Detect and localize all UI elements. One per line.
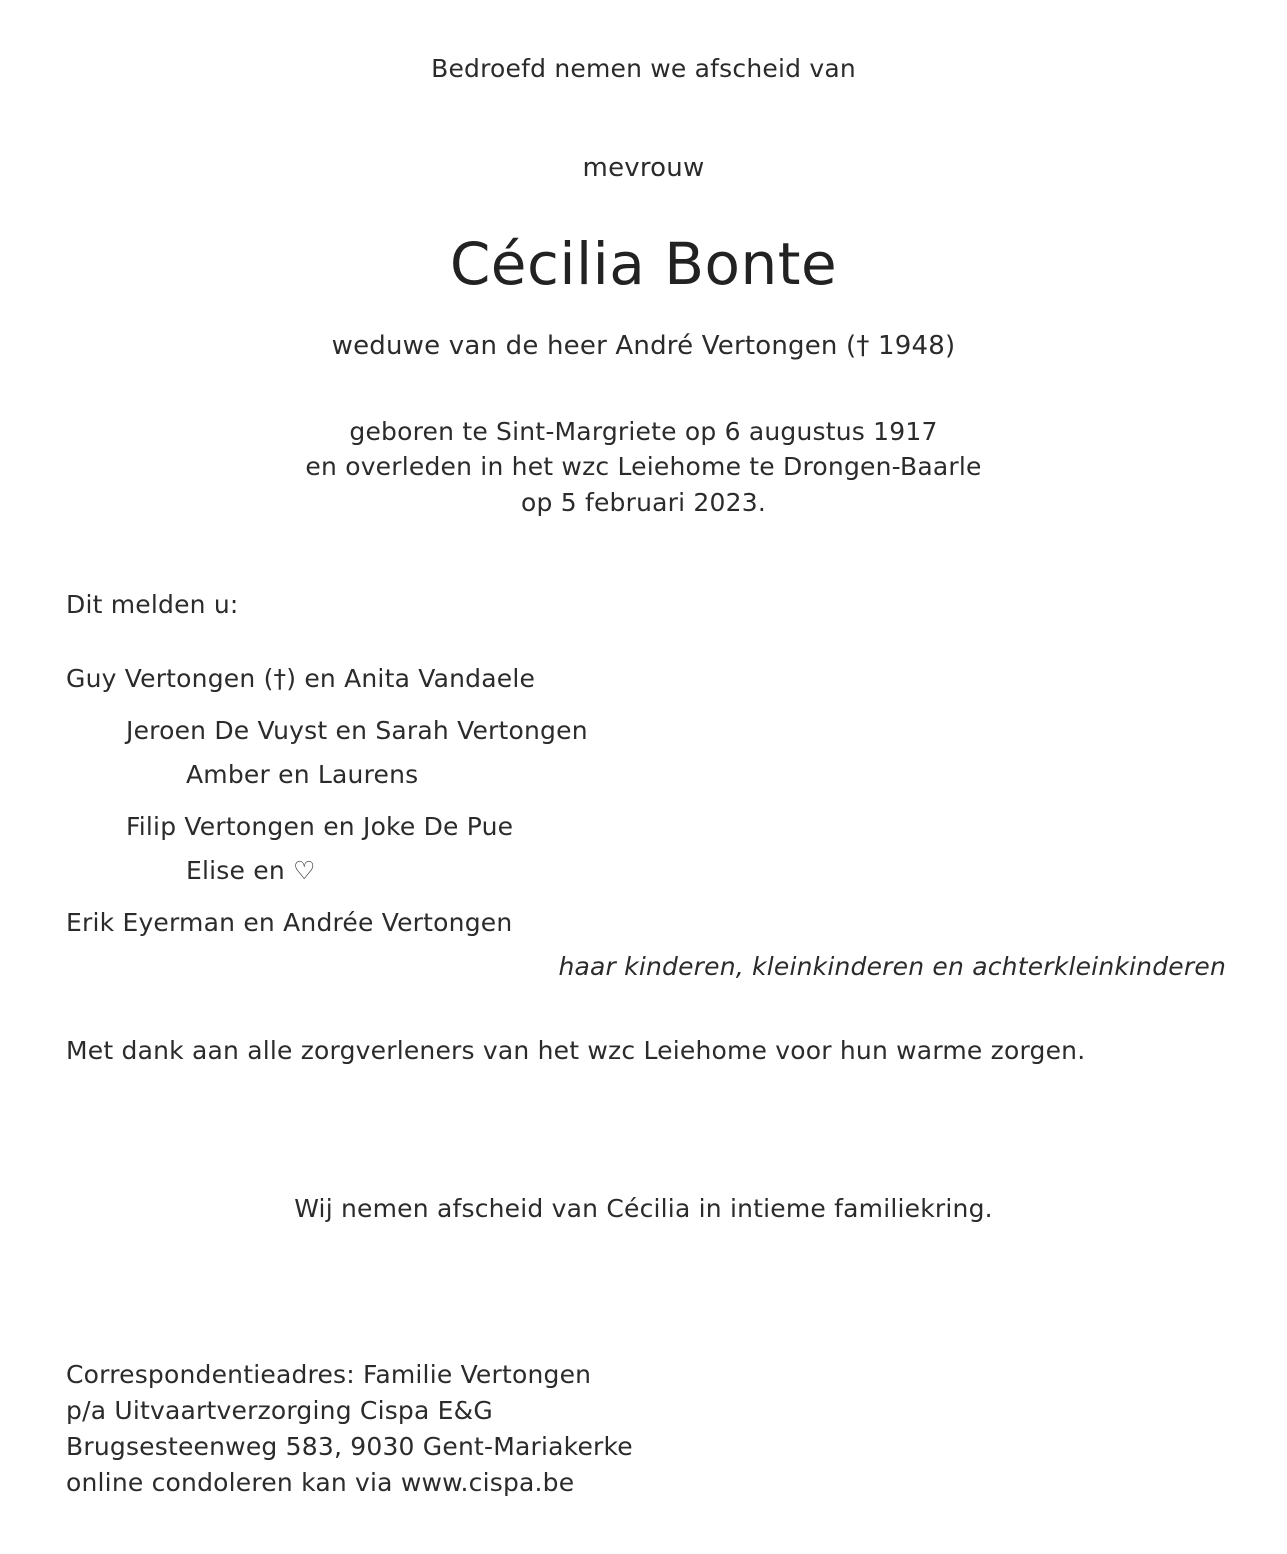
- family-member: Amber en Laurens: [186, 760, 419, 789]
- correspondence-care: p/a Uitvaartverzorging Cispa E&G: [66, 1396, 493, 1425]
- family-member: Erik Eyerman en Andrée Vertongen: [66, 908, 513, 937]
- correspondence-street: Brugsesteenweg 583, 9030 Gent-Mariakerke: [66, 1432, 633, 1461]
- birth-line: geboren te Sint-Margriete op 6 augustus 1917: [349, 417, 938, 446]
- death-date-line: op 5 februari 2023.: [521, 488, 766, 517]
- family-member: Filip Vertongen en Joke De Pue: [126, 812, 514, 841]
- thanks-line: Met dank aan alle zorgverleners van het wzc Leiehome voor hun warme zorgen.: [66, 1036, 1086, 1065]
- deceased-name: Cécilia Bonte: [449, 230, 838, 298]
- announce-label: Dit melden u:: [66, 590, 239, 619]
- family-member: Elise en ♡: [186, 856, 316, 885]
- correspondence-address: Correspondentieadres: Familie Vertongen: [66, 1360, 592, 1389]
- family-caption: haar kinderen, kleinkinderen en achterkleinkinderen: [558, 952, 1226, 981]
- death-place-line: en overleden in het wzc Leiehome te Drongen-Baarle: [305, 452, 982, 481]
- intro-line: Bedroefd nemen we afscheid van: [431, 54, 856, 83]
- farewell-line: Wij nemen afscheid van Cécilia in intieme familiekring.: [294, 1194, 993, 1223]
- widow-line: weduwe van de heer André Vertongen († 1948): [331, 331, 956, 361]
- family-member: Jeroen De Vuyst en Sarah Vertongen: [126, 716, 588, 745]
- honorific: mevrouw: [582, 153, 705, 183]
- condolence-website: online condoleren kan via www.cispa.be: [66, 1468, 575, 1497]
- family-member: Guy Vertongen (†) en Anita Vandaele: [66, 664, 536, 693]
